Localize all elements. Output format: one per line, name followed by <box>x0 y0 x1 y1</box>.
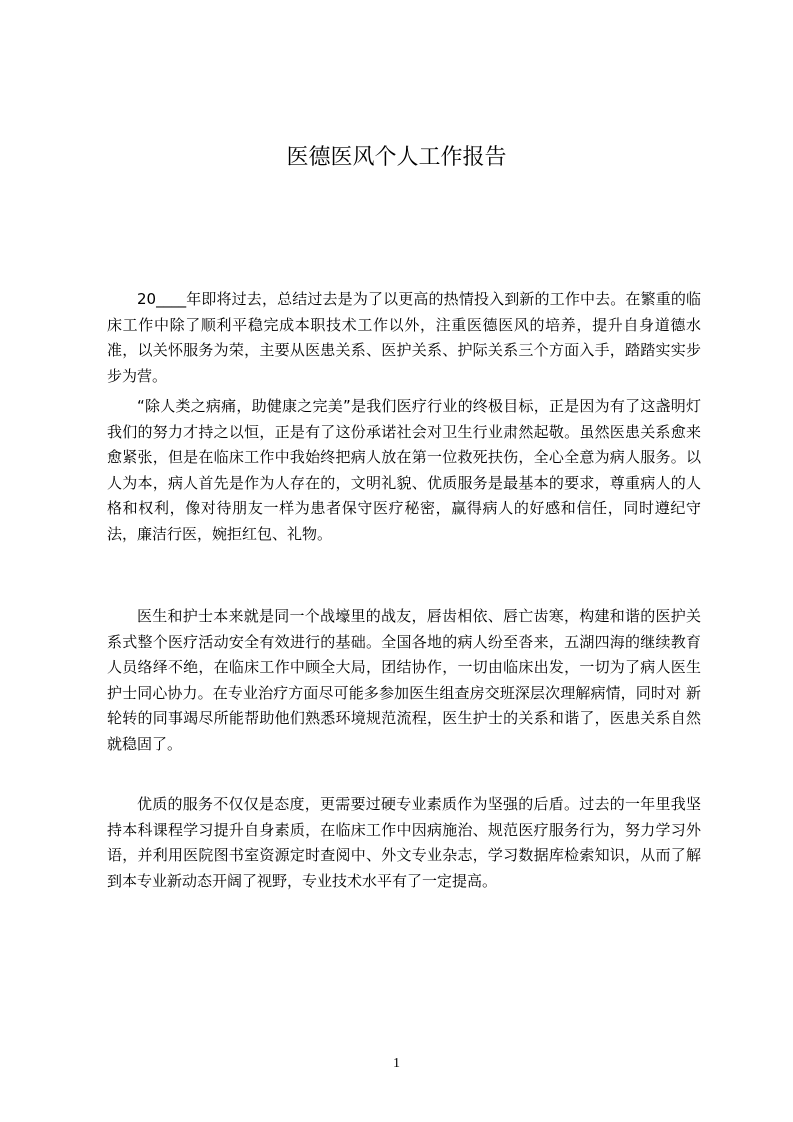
paragraph-doctor-nurse: 医生和护士本来就是同一个战壕里的战友，唇齿相依、唇亡齿寒，构建和谐的医护关系式整个医疗活动安全有效进行的基础。全国各地的病人纷至沓来，五湖四海的继续教育人员络绎不绝，在临床工作中顾全大局，团结协作，一切由临床出发，一切为了病人医生护士同心协力。在专业治疗方面尽可能多参加医生组查房交班深层次理解病情，同时对 新轮转的同事竭尽所能帮助他们熟悉环境规范流程，医生护士的关系和谐了，医患关系自然就稳固了。 <box>107 607 701 753</box>
page-title: 医德医风个人工作报告 <box>286 145 507 170</box>
page-number: 1 <box>393 1056 400 1071</box>
paragraph-intro: 20____年即将过去，总结过去是为了以更高的热情投入到新的工作中去。在繁重的临床工作中除了顺利平稳完成本职技术工作以外，注重医德医风的培养，提升自身道德水准，以关怀服务为荣，主要从医患关系、医护关系、护际关系三个方面入手，踏踏实实步步为营。 <box>107 290 701 385</box>
paragraph-doctor-patient: “除人类之病痛，助健康之完美”是我们医疗行业的终极目标，正是因为有了这盏明灯我们的努力才持之以恒，正是有了这份承诺社会对卫生行业肃然起敬。虽然医患关系愈来愈紧张，但是在临床工作中我始终把病人放在第一位救死扶伤，全心全意为病人服务。以人为本，病人首先是作为人存在的，文明礼貌、优质服务是最基本的要求，尊重病人的人格和权利，像对待朋友一样为患者保守医疗秘密，赢得病人的好感和信任，同时遵纪守法，廉洁行医，婉拒红包、礼物。 <box>107 397 701 543</box>
paragraph-professional-quality: 优质的服务不仅仅是态度，更需要过硬专业素质作为坚强的后盾。过去的一年里我坚持本科课程学习提升自身素质，在临床工作中因病施治、规范医疗服务行为，努力学习外语，并利用医院图书室资源定时查阅中、外文专业杂志，学习数据库检索知识，从而了解到本专业新动态开阔了视野，专业技术水平有了一定提高。 <box>107 795 701 890</box>
